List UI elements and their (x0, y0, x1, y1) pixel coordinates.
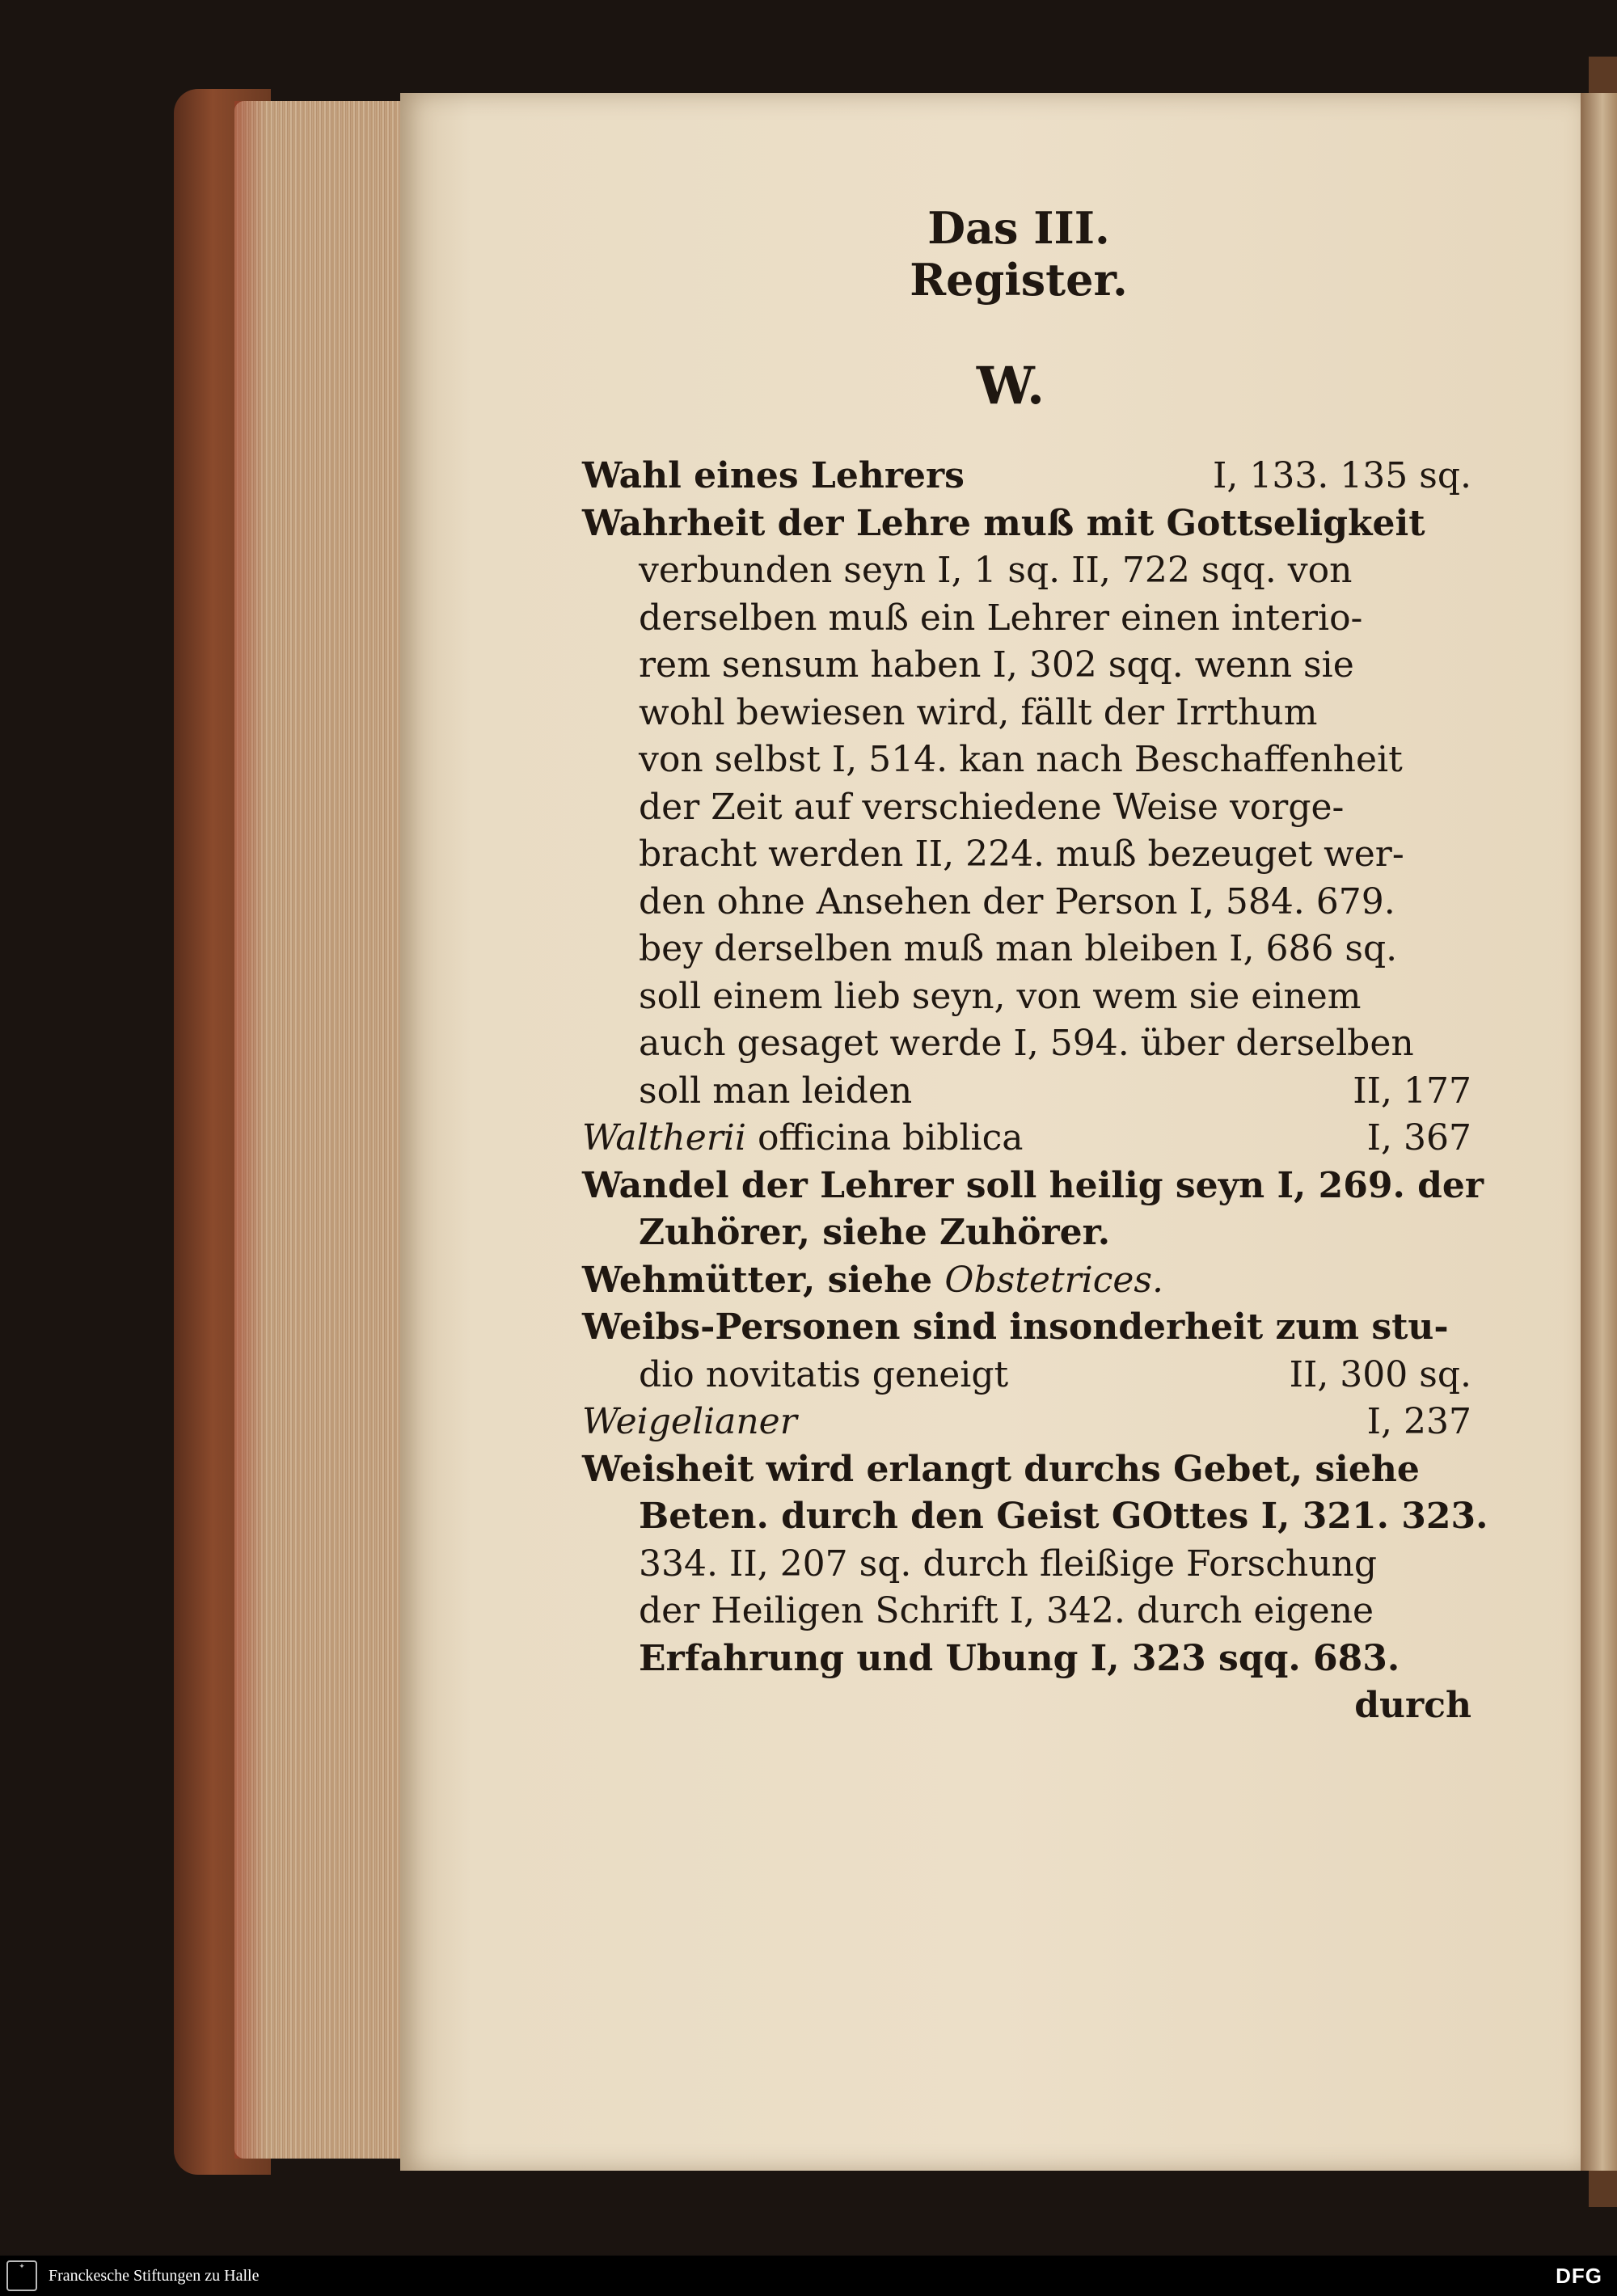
entry-line: soll einem lieb seyn, von wem sie einem (639, 975, 1362, 1017)
red-edge-tint (234, 101, 267, 2159)
index-entry (582, 1163, 1484, 1257)
dfg-logo: DFG (1556, 2264, 1602, 2288)
index-entry (582, 1399, 1471, 1446)
index-entry (582, 1446, 1488, 1683)
entry-line: Zuhörer, siehe Zuhörer. (639, 1212, 1111, 1253)
footer-bar (0, 2256, 1617, 2296)
institution-name: Franckesche Stiftungen zu Halle (49, 2267, 260, 2285)
entry-line: dio novitatis geneigt II, 300 sq. (582, 1352, 1471, 1399)
entry-line: Wahrheit der Lehre muß mit Gottseligkeit (582, 502, 1425, 544)
institution-logo-icon: ✦ (6, 2260, 37, 2291)
entry-line: rem sensum haben I, 302 sqq. wenn sie (639, 644, 1354, 686)
register-text (582, 453, 1488, 1730)
catchword: durch (1354, 1685, 1471, 1726)
entry-line: Waltherii officina biblica I, 367 (582, 1115, 1471, 1163)
entry-line: auch gesaget werde I, 594. über derselben (639, 1023, 1414, 1064)
entry-line: Weibs-Personen sind insonderheit zum stu- (582, 1306, 1449, 1348)
entry-line: den ohne Ansehen der Person I, 584. 679. (639, 880, 1395, 922)
entry-line: der Zeit auf verschiedene Weise vorge- (639, 786, 1345, 828)
index-entry (582, 500, 1471, 1116)
entry-line: 334. II, 207 sq. durch fleißige Forschung (639, 1543, 1378, 1585)
index-entry (582, 453, 1471, 500)
entry-line: Wehmütter, siehe Obstetrices. (582, 1259, 1163, 1301)
entry-line: Beten. durch den Geist GOttes I, 321. 323. (639, 1496, 1488, 1537)
index-entry (582, 1115, 1471, 1163)
entry-line: verbunden seyn I, 1 sq. II, 722 sqq. von (639, 550, 1353, 591)
gutter (1581, 93, 1617, 2171)
entry-line: wohl bewiesen wird, fällt der Irrthum (639, 691, 1318, 733)
page-reference: I, 133. 135 sq. (1212, 455, 1471, 496)
entry-line: soll man leiden II, 177 (582, 1068, 1471, 1116)
entry-line: derselben muß ein Lehrer einen interio- (639, 597, 1363, 639)
page-reference: I, 237 (1366, 1401, 1471, 1442)
entry-line: Erfahrung und Ubung I, 323 sqq. 683. (639, 1637, 1400, 1679)
page-reference: I, 367 (1366, 1117, 1471, 1159)
entry-line: bey derselben muß man bleiben I, 686 sq. (639, 928, 1398, 969)
entry-line: Wahl eines Lehrers I, 133. 135 sq. (582, 453, 1471, 500)
entry-line: von selbst I, 514. kan nach Beschaffenheit (639, 739, 1403, 780)
page-header: Das III. Register. (910, 202, 1128, 306)
entry-line: bracht werden II, 224. muß bezeuget wer- (639, 834, 1404, 875)
section-letter: W. (976, 356, 1045, 416)
entry-line: Wandel der Lehrer soll heilig seyn I, 269. der (582, 1164, 1484, 1206)
page-reference: II, 177 (1353, 1070, 1471, 1112)
index-entry (582, 1257, 1471, 1305)
entry-line: Weisheit wird erlangt durchs Gebet, siehe (582, 1448, 1420, 1490)
index-entry (582, 1304, 1471, 1399)
page-reference: II, 300 sq. (1289, 1353, 1471, 1395)
entry-line: Weigelianer I, 237 (582, 1399, 1471, 1446)
entry-line: der Heiligen Schrift I, 342. durch eigene (639, 1590, 1374, 1631)
